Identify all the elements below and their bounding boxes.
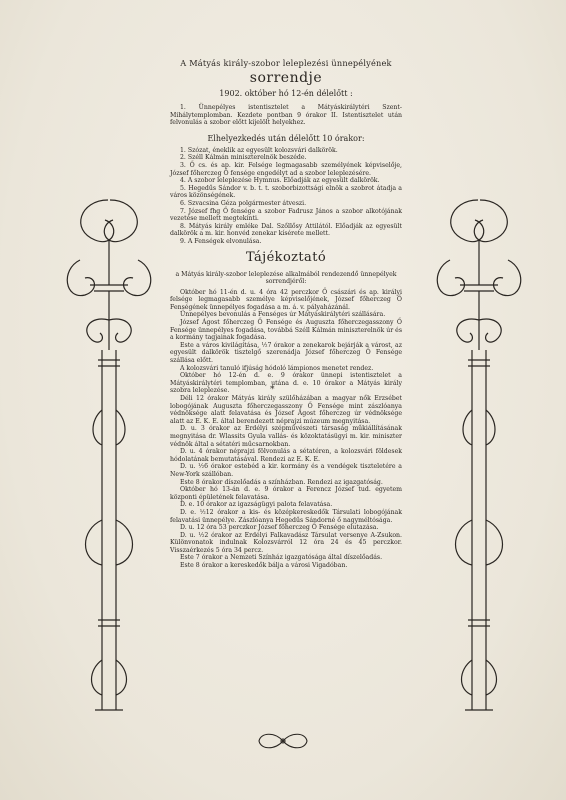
- info-item: D. u. 12 óra 53 perczkor József főherczeg Ő Fensége elutazása.: [180, 524, 379, 532]
- left-ornament: [50, 190, 170, 730]
- info-item: D. u. ½2 órakor az Erdélyi Falkavadász Társulat versenye A-Zsukon. Különvonatok indulnak Kolozsvárról 12 óra 24 és 45 perczkor. Visszaérkezés 5 óra 34 percz.: [170, 531, 402, 554]
- info-title: Tájékoztató: [245, 249, 327, 265]
- main-column: [170, 58, 402, 570]
- info-item: D. u. ½6 órakor estebéd a kir. kormány és a vendégek tiszteletére a New-York szállóban.: [170, 463, 402, 478]
- info-item: Este 8 órakor díszelőadás a színházban. Rendezi az igazgatóság.: [180, 478, 383, 486]
- info-item: D. e. 10 órakor az igazságügyi palota felavatása.: [180, 501, 333, 509]
- info-item: Október hó 11-én d. u. 4 óra 42 perczkor Ő császári és ap. királyi felsége legmagasabb személye képviselőjének, József főherczeg Ő Fenségének ünnepélyes fogadása a m. á. v. pályaházánál.: [170, 288, 402, 311]
- info-item: Október hó 13-án d. e. 9 órakor a Ferencz József tud. egyetem központi épületének felavatása.: [170, 486, 402, 501]
- star-divider: *: [270, 385, 275, 395]
- info-item: Október hó 12-én d. e. 9 órakor ünnepi istentisztelet a Mátyáskirálytéri templomban, utána d. e. 10 órakor a Mátyás király szobra leleplezése.: [170, 372, 402, 395]
- header-date: 1902. október hó 12-én délelőtt :: [219, 89, 353, 98]
- info-item: D. u. 3 órakor az Erdélyi szépművészeti társaság műkiállításának megnyitása dr. Wlassits Gyula vallás- és közoktatásügyi m. kir. miniszter védnök által a sétatéri műcsarnokban.: [170, 425, 402, 448]
- program-item: 3. Ő cs. és ap. kir. Felsége legmagasabb személyének képviselője, József főherczeg Ő fensége engedélyt ad a szobor leleplezésére.: [170, 161, 402, 177]
- info-item: D. e. ½12 órakor a kis- és középkereskedők Társulati lobogójának felavatási ünnepélye. Zászlóanya Hegedűs Sándorné ő nagyméltósága.: [170, 508, 402, 524]
- intro-paragraph: 1. Ünnepélyes istentisztelet a Mátyáskirálytéri Szent-Mihálytemplomban. Kezdete pontban 9 órakor II. Istentisztelet után felvonulás a szobor előtt kijelölt helyekhez.: [170, 104, 402, 127]
- info-subtitle: a Mátyás király-szobor leleplezése alkalmából rendezendő ünnepélyek sorrendjéről:: [175, 270, 397, 286]
- info-item: Este a város kivilágítása, ½7 órakor a zenekarok bejárják a várost, az egyesült dalkörök tisztelgő szerenádja József főherczeg Ő Fensége szállása előtt.: [170, 341, 402, 365]
- program-item: 7. József fhg Ő fensége a szobor Fadrusz János a szobor alkotójának vezetése mellett megtekinti.: [170, 207, 402, 223]
- info-item: A kolozsvári tanuló ifjúság hódoló lámpionos menetet rendez.: [180, 364, 374, 372]
- program-list: [170, 147, 402, 246]
- program-item: 1. Szózat, éneklik az egyesült kolozsvári dalkörök.: [180, 146, 338, 154]
- program-item: 9. A Fenségek elvonulása.: [180, 237, 262, 245]
- info-item: D. u. 4 órakor néprajzi fölvonulás a sétatéren, a kolozsvári földesek hódolatának bemutatásával. Rendezi az E. K. E.: [170, 448, 402, 463]
- page-title: sorrendje: [249, 70, 323, 86]
- program-item: 8. Mátyás király emléke Dal. Szőllősy Attilától. Előadják az egyesült dalkörök a m. kir. honvéd zenekar kísérete mellett.: [170, 222, 402, 238]
- bottom-ornament: [253, 730, 313, 752]
- header-line: A Mátyás király-szobor leleplezési ünnepélyének: [180, 58, 392, 68]
- info-item: Déli 12 órakor Mátyás király szülőházában a magyar nők Erzsébet lobogójának Auguszta főherczegasszony Ő Fensége mint zászlóanya védnöksége alatt felavatása és József Ágost főherczeg úr védnöksége alatt az E. K. E. által berendezett néprajzi múzeum megnyitása.: [170, 395, 402, 425]
- program-item: 6. Szvacsina Géza polgármester átveszi.: [180, 199, 307, 207]
- program-item: 5. Hegedűs Sándor v. b. t. t. szoborbizottsági elnök a szobrot átadja a város közönségének.: [170, 184, 402, 200]
- info-item: Ünnepélyes bevonulás a Fenséges úr Mátyáskirálytéri szállására.: [180, 311, 386, 319]
- info-item: Este 8 órakor a kereskedők bálja a városi Vigadóban.: [180, 562, 348, 570]
- program-item: 4. A szobor leleplezése Hymnus. Előadják az egyesült dalkörök.: [180, 177, 380, 185]
- right-ornament: [420, 190, 540, 730]
- section-title: Elhelyezkedés után délelőtt 10 órakor:: [207, 133, 365, 143]
- info-list: [170, 289, 402, 570]
- info-item: József Ágost főherczeg Ő Fensége és Auguszta főherczegasszony Ő Fensége ünnepélyes fogadása, továbbá Széll Kálmán miniszterelnök úr és a kormány tagjainak fogadása.: [170, 319, 402, 342]
- program-item: 2. Széll Kálmán miniszterelnök beszéde.: [180, 154, 307, 162]
- info-item: Este 7 órakor a Nemzeti Színház igazgatósága által díszelőadás.: [180, 554, 383, 562]
